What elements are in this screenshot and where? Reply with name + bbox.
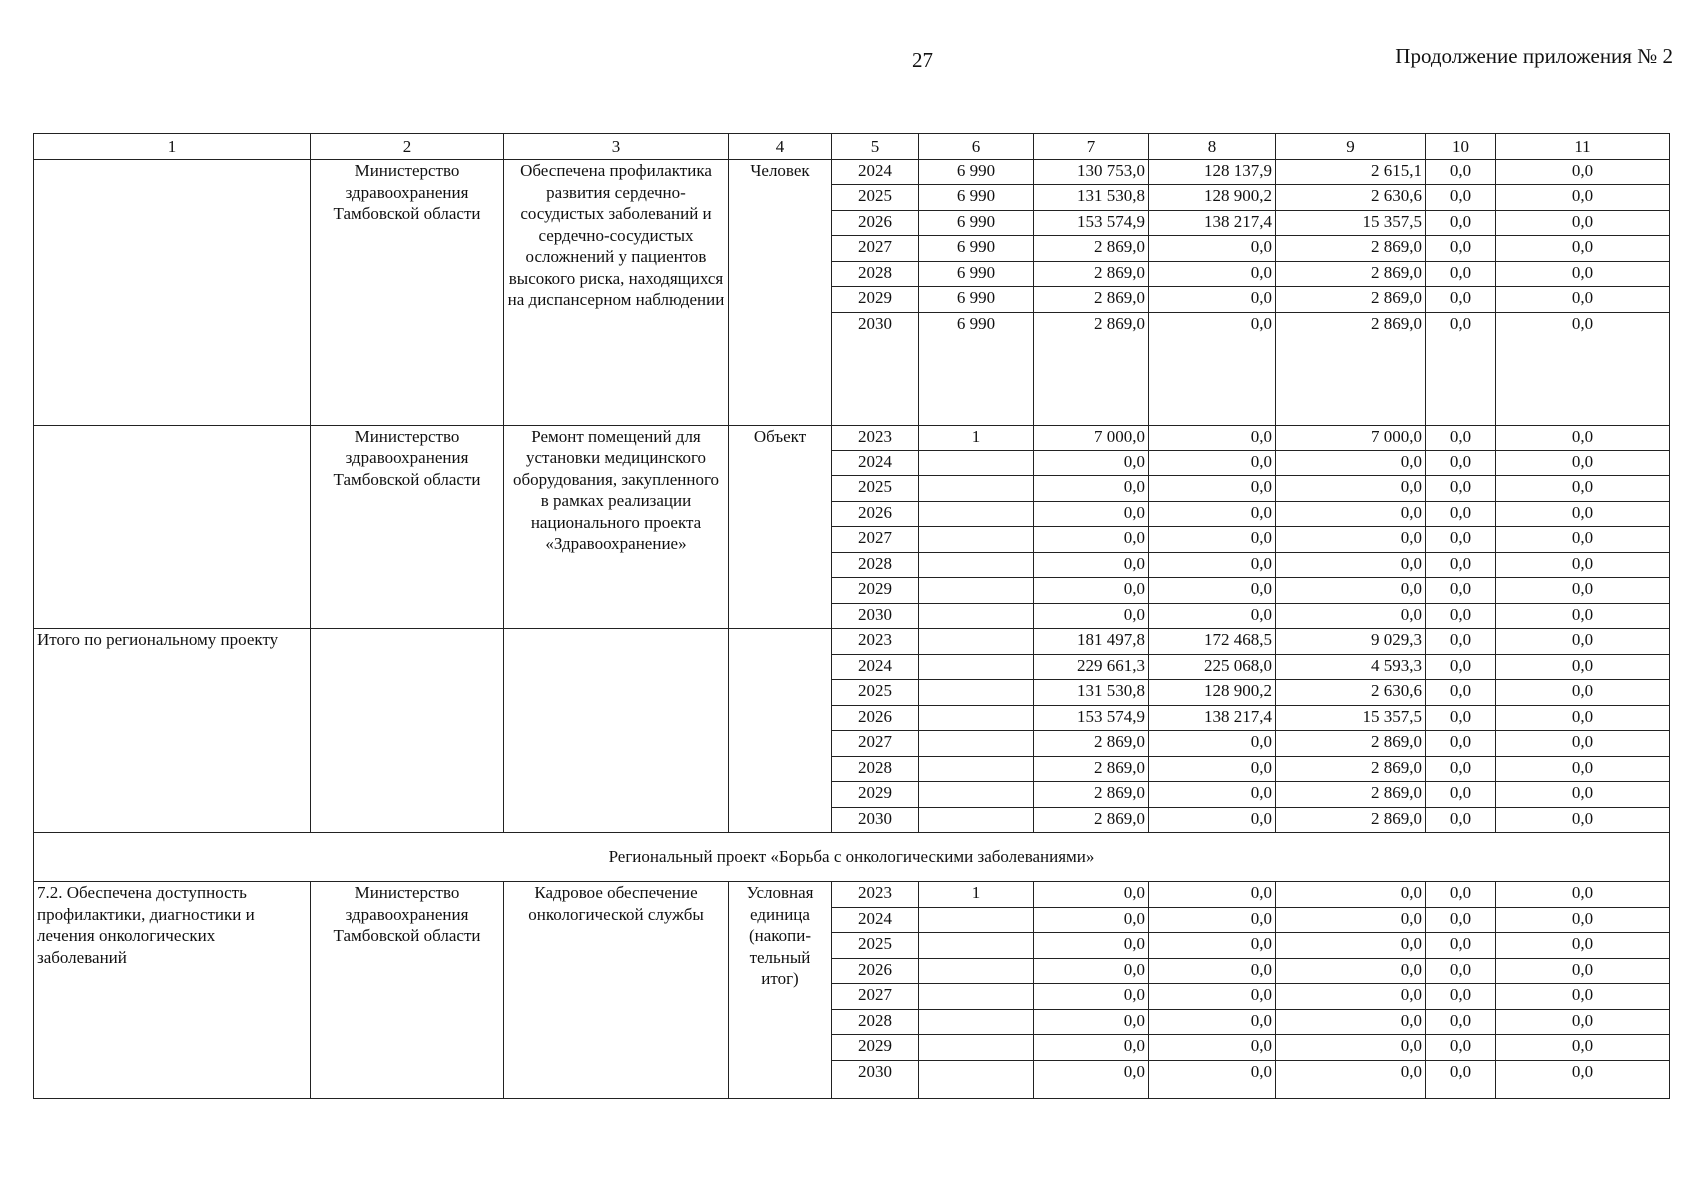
other-sources-cell: 0,0 [1496,425,1670,450]
total-cell: 2 869,0 [1034,782,1149,807]
federal-budget-cell: 172 468,5 [1149,629,1276,654]
quantity-cell [919,1035,1034,1060]
federal-budget-cell: 0,0 [1149,425,1276,450]
total-cell: 0,0 [1034,958,1149,983]
quantity-cell: 6 990 [919,185,1034,210]
federal-budget-cell: 0,0 [1149,756,1276,781]
federal-budget-cell: 0,0 [1149,578,1276,603]
quantity-cell: 6 990 [919,210,1034,235]
year-cell: 2029 [832,578,919,603]
total-cell: 0,0 [1034,501,1149,526]
total-cell: 0,0 [1034,882,1149,907]
quantity-cell [919,984,1034,1009]
year-cell: 2024 [832,907,919,932]
regional-budget-cell: 0,0 [1276,933,1426,958]
federal-budget-cell: 0,0 [1149,527,1276,552]
quantity-cell [919,1060,1034,1099]
year-cell: 2023 [832,425,919,450]
year-cell: 2026 [832,210,919,235]
other-sources-cell: 0,0 [1496,958,1670,983]
quantity-cell [919,552,1034,577]
local-budget-cell: 0,0 [1426,705,1496,730]
local-budget-cell: 0,0 [1426,476,1496,501]
executor-cell [311,629,504,833]
local-budget-cell: 0,0 [1426,756,1496,781]
section-title-row [34,833,1670,882]
other-sources-cell: 0,0 [1496,603,1670,628]
regional-budget-cell: 2 869,0 [1276,312,1426,425]
local-budget-cell: 0,0 [1426,782,1496,807]
year-cell: 2028 [832,261,919,286]
year-cell: 2028 [832,1009,919,1034]
quantity-cell: 6 990 [919,160,1034,185]
regional-budget-cell: 0,0 [1276,1060,1426,1099]
year-cell: 2026 [832,958,919,983]
year-cell: 2029 [832,1035,919,1060]
other-sources-cell: 0,0 [1496,756,1670,781]
other-sources-cell: 0,0 [1496,578,1670,603]
regional-budget-cell: 4 593,3 [1276,654,1426,679]
other-sources-cell: 0,0 [1496,933,1670,958]
executor-cell: Министерство здравоохранения Тамбовской области [311,425,504,629]
other-sources-cell: 0,0 [1496,1035,1670,1060]
regional-budget-cell: 0,0 [1276,984,1426,1009]
federal-budget-cell: 138 217,4 [1149,210,1276,235]
local-budget-cell: 0,0 [1426,1009,1496,1034]
regional-budget-cell: 2 869,0 [1276,756,1426,781]
other-sources-cell: 0,0 [1496,287,1670,312]
quantity-cell [919,933,1034,958]
quantity-cell [919,450,1034,475]
total-cell: 2 869,0 [1034,236,1149,261]
col-header-3: 3 [504,134,729,160]
regional-budget-cell: 0,0 [1276,907,1426,932]
quantity-cell [919,629,1034,654]
executor-cell: Министерство здравоохранения Тамбовской области [311,160,504,426]
local-budget-cell: 0,0 [1426,1060,1496,1099]
year-cell: 2030 [832,1060,919,1099]
local-budget-cell: 0,0 [1426,1035,1496,1060]
local-budget-cell: 0,0 [1426,287,1496,312]
quantity-cell [919,907,1034,932]
year-cell: 2027 [832,984,919,1009]
goal-cell: Итого по региональному проекту [34,629,311,833]
total-cell: 153 574,9 [1034,210,1149,235]
col-header-6: 6 [919,134,1034,160]
total-cell: 0,0 [1034,552,1149,577]
local-budget-cell: 0,0 [1426,312,1496,425]
local-budget-cell: 0,0 [1426,629,1496,654]
local-budget-cell: 0,0 [1426,160,1496,185]
other-sources-cell: 0,0 [1496,210,1670,235]
quantity-cell [919,782,1034,807]
local-budget-cell: 0,0 [1426,185,1496,210]
federal-budget-cell: 128 900,2 [1149,185,1276,210]
regional-budget-cell: 2 869,0 [1276,236,1426,261]
regional-budget-cell: 0,0 [1276,527,1426,552]
federal-budget-cell: 0,0 [1149,782,1276,807]
col-header-2: 2 [311,134,504,160]
federal-budget-cell: 0,0 [1149,907,1276,932]
local-budget-cell: 0,0 [1426,210,1496,235]
other-sources-cell: 0,0 [1496,501,1670,526]
total-cell: 0,0 [1034,578,1149,603]
regional-budget-cell: 9 029,3 [1276,629,1426,654]
total-cell: 0,0 [1034,450,1149,475]
table-row [34,882,1670,907]
federal-budget-cell: 0,0 [1149,807,1276,832]
other-sources-cell: 0,0 [1496,807,1670,832]
year-cell: 2029 [832,782,919,807]
other-sources-cell: 0,0 [1496,705,1670,730]
other-sources-cell: 0,0 [1496,261,1670,286]
year-cell: 2023 [832,629,919,654]
executor-cell: Министерство здравоохранения Тамбовской области [311,882,504,1099]
other-sources-cell: 0,0 [1496,984,1670,1009]
total-cell: 2 869,0 [1034,807,1149,832]
federal-budget-cell: 0,0 [1149,1035,1276,1060]
activity-cell: Обеспечена профилактика развития сердечно-сосудистых заболеваний и сердечно-сосудистых осложнений у пациентов высокого риска, находящихся на диспансерном наблюдении [504,160,729,426]
col-header-8: 8 [1149,134,1276,160]
regional-budget-cell: 0,0 [1276,450,1426,475]
regional-budget-cell: 0,0 [1276,1009,1426,1034]
federal-budget-cell: 0,0 [1149,603,1276,628]
quantity-cell [919,756,1034,781]
regional-budget-cell: 2 630,6 [1276,185,1426,210]
other-sources-cell: 0,0 [1496,476,1670,501]
activity-cell [504,629,729,833]
other-sources-cell: 0,0 [1496,160,1670,185]
local-budget-cell: 0,0 [1426,450,1496,475]
quantity-cell: 6 990 [919,261,1034,286]
quantity-cell [919,731,1034,756]
total-cell: 2 869,0 [1034,312,1149,425]
federal-budget-cell: 0,0 [1149,312,1276,425]
local-budget-cell: 0,0 [1426,654,1496,679]
quantity-cell [919,654,1034,679]
year-cell: 2024 [832,160,919,185]
col-header-11: 11 [1496,134,1670,160]
table-body [34,160,1670,1099]
regional-budget-cell: 2 869,0 [1276,287,1426,312]
federal-budget-cell: 0,0 [1149,882,1276,907]
local-budget-cell: 0,0 [1426,807,1496,832]
total-cell: 0,0 [1034,1035,1149,1060]
regional-budget-cell: 0,0 [1276,501,1426,526]
col-header-4: 4 [729,134,832,160]
regional-budget-cell: 0,0 [1276,882,1426,907]
other-sources-cell: 0,0 [1496,552,1670,577]
federal-budget-cell: 0,0 [1149,261,1276,286]
year-cell: 2029 [832,287,919,312]
local-budget-cell: 0,0 [1426,958,1496,983]
quantity-cell [919,807,1034,832]
year-cell: 2025 [832,933,919,958]
regional-budget-cell: 2 869,0 [1276,807,1426,832]
regional-budget-cell: 2 869,0 [1276,782,1426,807]
year-cell: 2025 [832,476,919,501]
year-cell: 2023 [832,882,919,907]
federal-budget-cell: 138 217,4 [1149,705,1276,730]
table-row [34,160,1670,185]
regional-budget-cell: 0,0 [1276,1035,1426,1060]
regional-budget-cell: 0,0 [1276,958,1426,983]
regional-budget-cell: 0,0 [1276,578,1426,603]
year-cell: 2025 [832,185,919,210]
total-cell: 181 497,8 [1034,629,1149,654]
total-cell: 0,0 [1034,603,1149,628]
quantity-cell [919,603,1034,628]
col-header-1: 1 [34,134,311,160]
other-sources-cell: 0,0 [1496,782,1670,807]
quantity-cell: 6 990 [919,312,1034,425]
local-budget-cell: 0,0 [1426,933,1496,958]
goal-cell [34,425,311,629]
federal-budget-cell: 0,0 [1149,933,1276,958]
year-cell: 2030 [832,312,919,425]
year-cell: 2024 [832,654,919,679]
total-cell: 0,0 [1034,527,1149,552]
federal-budget-cell: 0,0 [1149,450,1276,475]
year-cell: 2030 [832,603,919,628]
regional-budget-cell: 2 630,6 [1276,680,1426,705]
local-budget-cell: 0,0 [1426,261,1496,286]
other-sources-cell: 0,0 [1496,312,1670,425]
unit-cell: Условная единица (накопи-тельный итог) [729,882,832,1099]
total-cell: 2 869,0 [1034,261,1149,286]
total-cell: 130 753,0 [1034,160,1149,185]
quantity-cell [919,578,1034,603]
other-sources-cell: 0,0 [1496,1060,1670,1099]
other-sources-cell: 0,0 [1496,527,1670,552]
quantity-cell [919,501,1034,526]
total-cell: 131 530,8 [1034,680,1149,705]
local-budget-cell: 0,0 [1426,731,1496,756]
regional-budget-cell: 15 357,5 [1276,210,1426,235]
other-sources-cell: 0,0 [1496,731,1670,756]
total-cell: 0,0 [1034,907,1149,932]
goal-cell: 7.2. Обеспечена доступность профилактики, диагностики и лечения онкологических заболеваний [34,882,311,1099]
page-number: 27 [912,48,933,72]
federal-budget-cell: 0,0 [1149,552,1276,577]
federal-budget-cell: 0,0 [1149,1009,1276,1034]
section-title: Региональный проект «Борьба с онкологическими заболеваниями» [34,833,1670,882]
year-cell: 2027 [832,527,919,552]
total-cell: 2 869,0 [1034,756,1149,781]
regional-budget-cell: 2 869,0 [1276,261,1426,286]
quantity-cell [919,705,1034,730]
regional-budget-cell: 0,0 [1276,476,1426,501]
federal-budget-cell: 0,0 [1149,984,1276,1009]
year-cell: 2025 [832,680,919,705]
unit-cell: Человек [729,160,832,426]
federal-budget-cell: 128 900,2 [1149,680,1276,705]
local-budget-cell: 0,0 [1426,882,1496,907]
year-cell: 2026 [832,705,919,730]
other-sources-cell: 0,0 [1496,1009,1670,1034]
appendix-continuation-header: Продолжение приложения № 2 [1395,44,1673,68]
table-row [34,425,1670,450]
local-budget-cell: 0,0 [1426,680,1496,705]
unit-cell [729,629,832,833]
total-cell: 0,0 [1034,1060,1149,1099]
other-sources-cell: 0,0 [1496,882,1670,907]
federal-budget-cell: 0,0 [1149,476,1276,501]
local-budget-cell: 0,0 [1426,425,1496,450]
quantity-cell [919,680,1034,705]
federal-budget-cell: 225 068,0 [1149,654,1276,679]
year-cell: 2027 [832,731,919,756]
quantity-cell: 1 [919,882,1034,907]
col-header-9: 9 [1276,134,1426,160]
other-sources-cell: 0,0 [1496,236,1670,261]
local-budget-cell: 0,0 [1426,501,1496,526]
year-cell: 2028 [832,756,919,781]
quantity-cell [919,476,1034,501]
other-sources-cell: 0,0 [1496,654,1670,679]
year-cell: 2024 [832,450,919,475]
other-sources-cell: 0,0 [1496,680,1670,705]
other-sources-cell: 0,0 [1496,185,1670,210]
total-cell: 0,0 [1034,1009,1149,1034]
unit-cell: Объект [729,425,832,629]
regional-budget-cell: 2 615,1 [1276,160,1426,185]
total-cell: 229 661,3 [1034,654,1149,679]
column-number-row [34,134,1670,160]
federal-budget-cell: 128 137,9 [1149,160,1276,185]
total-cell: 153 574,9 [1034,705,1149,730]
federal-budget-cell: 0,0 [1149,501,1276,526]
federal-budget-cell: 0,0 [1149,731,1276,756]
program-table [33,133,1670,1099]
total-cell: 2 869,0 [1034,731,1149,756]
total-cell: 0,0 [1034,476,1149,501]
total-cell: 131 530,8 [1034,185,1149,210]
regional-budget-cell: 2 869,0 [1276,731,1426,756]
activity-cell: Ремонт помещений для установки медицинского оборудования, закупленного в рамках реализации национального проекта «Здравоохранение» [504,425,729,629]
total-cell: 0,0 [1034,984,1149,1009]
total-cell: 0,0 [1034,933,1149,958]
quantity-cell [919,958,1034,983]
local-budget-cell: 0,0 [1426,603,1496,628]
regional-budget-cell: 0,0 [1276,603,1426,628]
other-sources-cell: 0,0 [1496,629,1670,654]
local-budget-cell: 0,0 [1426,552,1496,577]
table-row [34,629,1670,654]
regional-budget-cell: 15 357,5 [1276,705,1426,730]
col-header-5: 5 [832,134,919,160]
other-sources-cell: 0,0 [1496,907,1670,932]
regional-budget-cell: 0,0 [1276,552,1426,577]
total-cell: 2 869,0 [1034,287,1149,312]
federal-budget-cell: 0,0 [1149,236,1276,261]
col-header-7: 7 [1034,134,1149,160]
quantity-cell [919,527,1034,552]
local-budget-cell: 0,0 [1426,236,1496,261]
activity-cell: Кадровое обеспечение онкологической службы [504,882,729,1099]
federal-budget-cell: 0,0 [1149,958,1276,983]
year-cell: 2028 [832,552,919,577]
quantity-cell: 6 990 [919,236,1034,261]
total-cell: 7 000,0 [1034,425,1149,450]
col-header-10: 10 [1426,134,1496,160]
local-budget-cell: 0,0 [1426,907,1496,932]
regional-budget-cell: 7 000,0 [1276,425,1426,450]
year-cell: 2030 [832,807,919,832]
quantity-cell: 6 990 [919,287,1034,312]
local-budget-cell: 0,0 [1426,527,1496,552]
local-budget-cell: 0,0 [1426,984,1496,1009]
local-budget-cell: 0,0 [1426,578,1496,603]
year-cell: 2027 [832,236,919,261]
quantity-cell: 1 [919,425,1034,450]
federal-budget-cell: 0,0 [1149,287,1276,312]
quantity-cell [919,1009,1034,1034]
other-sources-cell: 0,0 [1496,450,1670,475]
federal-budget-cell: 0,0 [1149,1060,1276,1099]
year-cell: 2026 [832,501,919,526]
goal-cell [34,160,311,426]
